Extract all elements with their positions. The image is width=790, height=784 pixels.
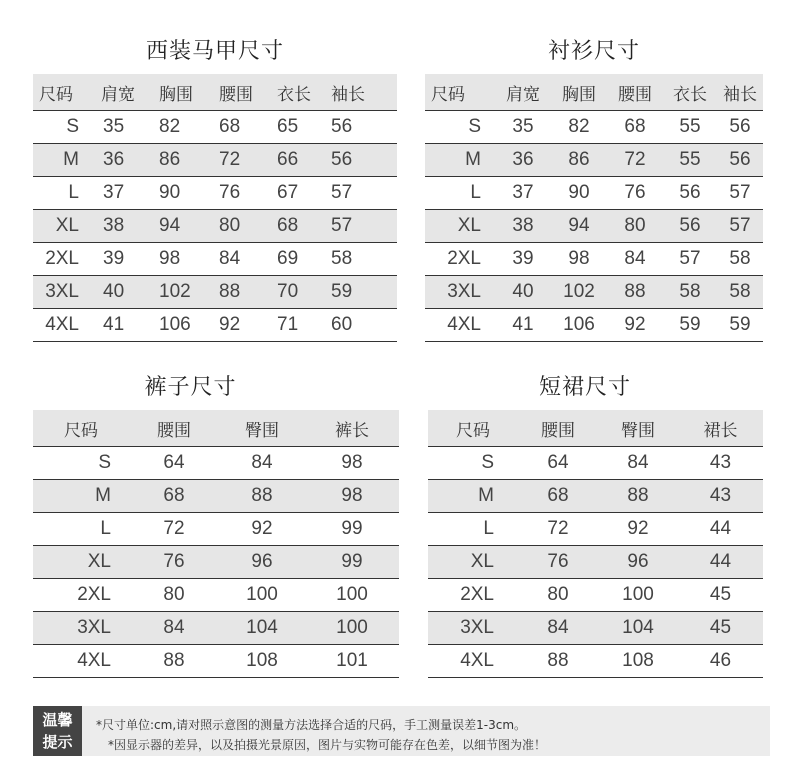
size-cell: S (33, 447, 129, 480)
size-cell: S (428, 447, 518, 480)
size-cell: XL (425, 210, 495, 243)
table-row (33, 177, 397, 210)
column-header: 裤长 (305, 410, 399, 447)
measure-cell: 58 (717, 276, 763, 309)
measure-cell: 68 (129, 480, 219, 513)
measure-cell: 57 (717, 210, 763, 243)
measure-cell: 37 (95, 177, 155, 210)
table-header-row (425, 74, 763, 111)
measure-cell: 56 (717, 144, 763, 177)
measure-cell: 92 (598, 513, 678, 546)
measure-cell: 59 (663, 309, 717, 342)
table-row (33, 111, 397, 144)
column-header: 衣长 (663, 74, 717, 111)
measure-cell: 86 (155, 144, 215, 177)
pants-size-table (33, 410, 399, 678)
table-header-row (33, 410, 399, 447)
measure-cell: 96 (598, 546, 678, 579)
measure-cell: 100 (305, 579, 399, 612)
measure-cell: 44 (678, 513, 763, 546)
measure-cell: 100 (305, 612, 399, 645)
pants-size-title: 裤子尺寸 (144, 375, 237, 400)
measure-cell: 80 (518, 579, 598, 612)
measure-cell: 98 (305, 480, 399, 513)
column-header: 臀围 (219, 410, 305, 447)
measure-cell: 58 (663, 276, 717, 309)
table-row (33, 546, 399, 579)
measure-cell: 36 (495, 144, 551, 177)
table-header-row (428, 410, 763, 447)
table-header-row (33, 74, 397, 111)
tip-bar (33, 706, 770, 756)
measure-cell: 72 (518, 513, 598, 546)
measure-cell: 67 (273, 177, 329, 210)
column-header: 腰围 (518, 410, 598, 447)
column-header: 胸围 (551, 74, 607, 111)
measure-cell: 84 (518, 612, 598, 645)
measure-cell: 104 (219, 612, 305, 645)
measure-cell: 60 (329, 309, 397, 342)
measure-cell: 88 (598, 480, 678, 513)
table-row (428, 645, 763, 678)
measure-cell: 84 (598, 447, 678, 480)
column-header: 裙长 (678, 410, 763, 447)
measure-cell: 72 (607, 144, 663, 177)
vest-size-table (33, 74, 397, 342)
measure-cell: 55 (663, 111, 717, 144)
measure-cell: 84 (219, 447, 305, 480)
table-row (428, 546, 763, 579)
measure-cell: 88 (129, 645, 219, 678)
measure-cell: 41 (495, 309, 551, 342)
table-row (428, 579, 763, 612)
column-header: 尺码 (33, 410, 129, 447)
table-row (33, 309, 397, 342)
column-header: 肩宽 (95, 74, 155, 111)
table-row (33, 480, 399, 513)
size-cell: M (33, 480, 129, 513)
size-cell: XL (33, 210, 95, 243)
tip-line-2: *因显示器的差异，以及拍摄光景原因，图片与实物可能存在色差，以细节图为准！ (108, 738, 547, 752)
tip-line-1: *尺寸单位:cm,请对照示意图的测量方法选择合适的尺码，手工测量误差1-3cm。 (96, 718, 527, 732)
measure-cell: 99 (305, 546, 399, 579)
measure-cell: 72 (129, 513, 219, 546)
table-row (33, 243, 397, 276)
size-cell: 2XL (33, 579, 129, 612)
column-header: 胸围 (155, 74, 215, 111)
shirt-size-table (425, 74, 763, 342)
measure-cell: 94 (155, 210, 215, 243)
table-row (33, 513, 399, 546)
measure-cell: 56 (663, 210, 717, 243)
size-cell: 2XL (33, 243, 95, 276)
size-cell: 3XL (428, 612, 518, 645)
size-cell: 4XL (33, 309, 95, 342)
size-cell: 3XL (33, 612, 129, 645)
measure-cell: 100 (598, 579, 678, 612)
vest-size-title: 西装马甲尺寸 (145, 39, 284, 64)
measure-cell: 82 (551, 111, 607, 144)
measure-cell: 94 (551, 210, 607, 243)
tip-badge-line1: 温馨 (42, 711, 73, 729)
measure-cell: 102 (155, 276, 215, 309)
measure-cell: 72 (215, 144, 273, 177)
table-row (33, 612, 399, 645)
size-cell: 4XL (33, 645, 129, 678)
measure-cell: 84 (607, 243, 663, 276)
measure-cell: 44 (678, 546, 763, 579)
measure-cell: 56 (663, 177, 717, 210)
table-row (428, 447, 763, 480)
measure-cell: 84 (215, 243, 273, 276)
table-row (33, 447, 399, 480)
measure-cell: 88 (215, 276, 273, 309)
size-cell: M (33, 144, 95, 177)
measure-cell: 57 (717, 177, 763, 210)
measure-cell: 90 (155, 177, 215, 210)
table-row (425, 276, 763, 309)
table-row (428, 480, 763, 513)
size-cell: 4XL (428, 645, 518, 678)
measure-cell: 102 (551, 276, 607, 309)
measure-cell: 59 (717, 309, 763, 342)
measure-cell: 84 (129, 612, 219, 645)
table-row (33, 579, 399, 612)
column-header: 尺码 (428, 410, 518, 447)
measure-cell: 98 (305, 447, 399, 480)
size-cell: 3XL (33, 276, 95, 309)
measure-cell: 100 (219, 579, 305, 612)
column-header: 臀围 (598, 410, 678, 447)
measure-cell: 106 (551, 309, 607, 342)
measure-cell: 88 (219, 480, 305, 513)
column-header: 尺码 (33, 74, 95, 111)
measure-cell: 71 (273, 309, 329, 342)
table-row (33, 645, 399, 678)
measure-cell: 69 (273, 243, 329, 276)
size-cell: L (428, 513, 518, 546)
table-row (33, 144, 397, 177)
size-cell: L (425, 177, 495, 210)
measure-cell: 36 (95, 144, 155, 177)
measure-cell: 57 (329, 177, 397, 210)
skirt-size-table (428, 410, 763, 678)
measure-cell: 98 (551, 243, 607, 276)
size-cell: S (33, 111, 95, 144)
measure-cell: 66 (273, 144, 329, 177)
column-header: 袖长 (329, 74, 397, 111)
table-row (33, 276, 397, 309)
size-cell: XL (33, 546, 129, 579)
measure-cell: 40 (495, 276, 551, 309)
measure-cell: 68 (215, 111, 273, 144)
measure-cell: 99 (305, 513, 399, 546)
measure-cell: 88 (518, 645, 598, 678)
measure-cell: 98 (155, 243, 215, 276)
size-cell: 4XL (425, 309, 495, 342)
measure-cell: 88 (607, 276, 663, 309)
size-cell: M (425, 144, 495, 177)
size-cell: 2XL (425, 243, 495, 276)
measure-cell: 41 (95, 309, 155, 342)
column-header: 腰围 (215, 74, 273, 111)
table-row (428, 612, 763, 645)
measure-cell: 104 (598, 612, 678, 645)
size-cell: M (428, 480, 518, 513)
measure-cell: 92 (219, 513, 305, 546)
measure-cell: 58 (329, 243, 397, 276)
measure-cell: 64 (518, 447, 598, 480)
measure-cell: 86 (551, 144, 607, 177)
table-row (425, 177, 763, 210)
measure-cell: 80 (215, 210, 273, 243)
column-header: 腰围 (607, 74, 663, 111)
table-row (428, 513, 763, 546)
measure-cell: 68 (518, 480, 598, 513)
measure-cell: 40 (95, 276, 155, 309)
measure-cell: 101 (305, 645, 399, 678)
size-cell: 3XL (425, 276, 495, 309)
table-row (425, 144, 763, 177)
measure-cell: 92 (607, 309, 663, 342)
measure-cell: 80 (607, 210, 663, 243)
tip-badge (33, 706, 82, 756)
size-cell: XL (428, 546, 518, 579)
measure-cell: 82 (155, 111, 215, 144)
measure-cell: 56 (329, 111, 397, 144)
skirt-size-title: 短裙尺寸 (538, 375, 631, 400)
measure-cell: 38 (95, 210, 155, 243)
measure-cell: 64 (129, 447, 219, 480)
measure-cell: 68 (273, 210, 329, 243)
measure-cell: 76 (607, 177, 663, 210)
size-cell: 2XL (428, 579, 518, 612)
table-row (425, 210, 763, 243)
table-row (425, 243, 763, 276)
measure-cell: 35 (95, 111, 155, 144)
measure-cell: 68 (607, 111, 663, 144)
size-cell: L (33, 177, 95, 210)
measure-cell: 45 (678, 579, 763, 612)
measure-cell: 92 (215, 309, 273, 342)
measure-cell: 57 (663, 243, 717, 276)
measure-cell: 96 (219, 546, 305, 579)
column-header: 腰围 (129, 410, 219, 447)
tip-badge-line2: 提示 (42, 733, 73, 751)
size-cell: S (425, 111, 495, 144)
measure-cell: 46 (678, 645, 763, 678)
measure-cell: 58 (717, 243, 763, 276)
measure-cell: 90 (551, 177, 607, 210)
measure-cell: 37 (495, 177, 551, 210)
column-header: 袖长 (717, 74, 763, 111)
column-header: 尺码 (425, 74, 495, 111)
measure-cell: 70 (273, 276, 329, 309)
measure-cell: 76 (129, 546, 219, 579)
column-header: 肩宽 (495, 74, 551, 111)
size-cell: L (33, 513, 129, 546)
measure-cell: 38 (495, 210, 551, 243)
measure-cell: 57 (329, 210, 397, 243)
shirt-size-title: 衬衫尺寸 (547, 39, 640, 64)
measure-cell: 80 (129, 579, 219, 612)
measure-cell: 39 (495, 243, 551, 276)
measure-cell: 59 (329, 276, 397, 309)
table-row (425, 309, 763, 342)
measure-cell: 56 (329, 144, 397, 177)
measure-cell: 35 (495, 111, 551, 144)
measure-cell: 43 (678, 447, 763, 480)
measure-cell: 76 (518, 546, 598, 579)
measure-cell: 108 (219, 645, 305, 678)
measure-cell: 39 (95, 243, 155, 276)
column-header: 衣长 (273, 74, 329, 111)
measure-cell: 108 (598, 645, 678, 678)
measure-cell: 45 (678, 612, 763, 645)
measure-cell: 106 (155, 309, 215, 342)
measure-cell: 43 (678, 480, 763, 513)
measure-cell: 76 (215, 177, 273, 210)
table-row (425, 111, 763, 144)
measure-cell: 56 (717, 111, 763, 144)
measure-cell: 65 (273, 111, 329, 144)
measure-cell: 55 (663, 144, 717, 177)
table-row (33, 210, 397, 243)
